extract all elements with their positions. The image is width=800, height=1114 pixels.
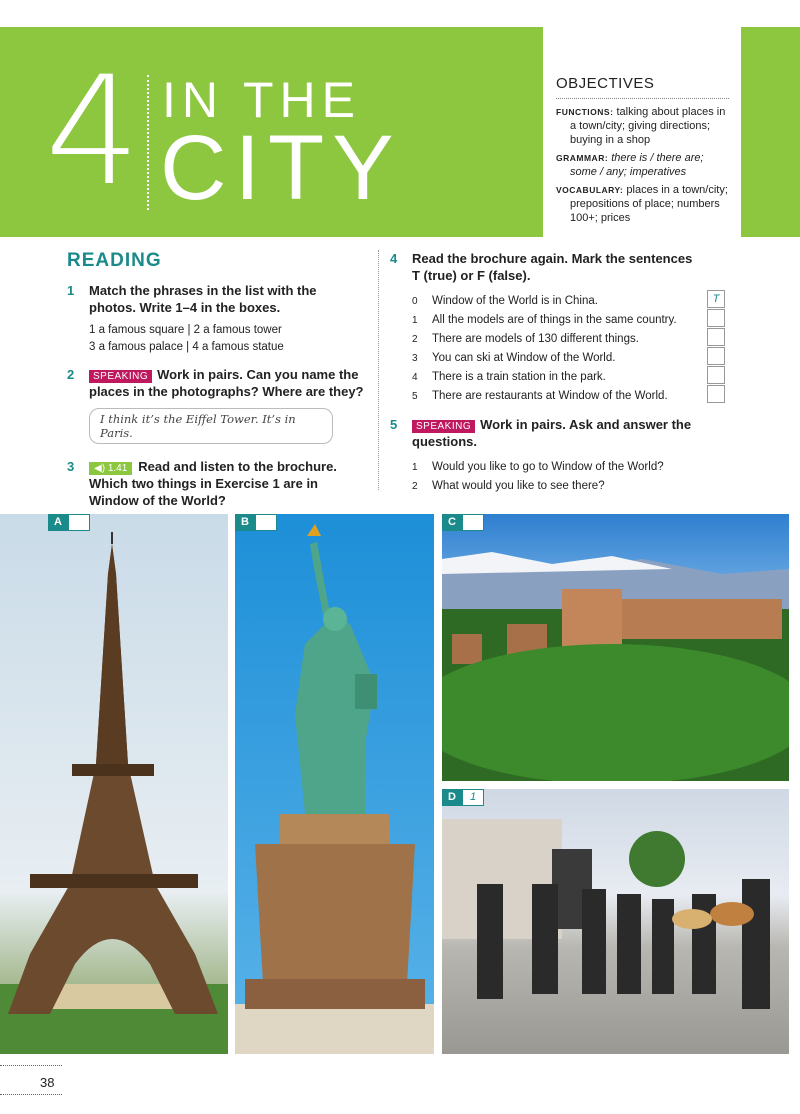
question-item: [412, 477, 730, 496]
reading-column: [67, 250, 367, 519]
exercise-number: 1: [67, 283, 75, 298]
statue-drawing: [235, 514, 434, 1054]
true-false-sentence: [412, 387, 730, 406]
page-number: 38: [40, 1075, 55, 1090]
unit-number: 4: [45, 45, 141, 219]
alhambra-drawing: [442, 514, 789, 781]
exercise-2-text: Work in pairs. Can you name the places in the photographs? Where are they?: [89, 367, 364, 399]
mariachi-drawing: [442, 789, 789, 1054]
true-false-answer-box[interactable]: [707, 328, 725, 346]
question-item: [412, 458, 730, 477]
eiffel-tower-drawing: [0, 514, 228, 1054]
objective-label: GRAMMAR:: [556, 153, 609, 163]
photo-letter: D: [442, 789, 462, 806]
objective-label: FUNCTIONS:: [556, 107, 614, 117]
true-false-sentence: [412, 292, 730, 311]
question-number: 2: [412, 481, 418, 492]
exercise-1-text: Match the phrases in the list with the photos. Write 1–4 in the boxes.: [89, 283, 317, 315]
reading-heading: READING: [67, 250, 162, 271]
objective-text: talking about places in a town/city; giving directions; buying in a shop: [570, 106, 726, 146]
photo-letter: A: [48, 514, 68, 531]
exercise-number: 2: [67, 367, 75, 382]
objectives-panel: [543, 27, 741, 237]
question-text: Would you like to go to Window of the World?: [432, 461, 664, 473]
objectives-heading: OBJECTIVES: [556, 75, 729, 99]
true-false-sentence: [412, 349, 730, 368]
exercise-2: [67, 366, 367, 400]
sentence-number: 3: [412, 353, 418, 364]
exercise-3: [67, 458, 367, 509]
audio-track-badge[interactable]: [89, 462, 132, 475]
sentence-number: 5: [412, 391, 418, 402]
true-false-answer-box[interactable]: [707, 385, 725, 403]
true-false-answer-box[interactable]: [707, 366, 725, 384]
question-list: [412, 458, 730, 496]
objective-grammar: [556, 151, 729, 179]
footer-rule: [0, 1094, 62, 1095]
photo-label-b: [235, 514, 277, 531]
sentence-text: There are models of 130 different things.: [432, 333, 639, 345]
sentence-number: 4: [412, 372, 418, 383]
speaking-badge: SPEAKING: [89, 370, 152, 383]
question-text: What would you like to see there?: [432, 480, 605, 492]
photo-letter: C: [442, 514, 462, 531]
objective-vocabulary: [556, 183, 729, 225]
photo-answer-box[interactable]: [462, 514, 484, 531]
photo-label-c: [442, 514, 484, 531]
unit-title-line1: IN THE: [162, 72, 361, 128]
exercise-1: [67, 282, 367, 356]
speaker-icon: ◀): [94, 463, 106, 474]
exercise-column: [390, 250, 730, 496]
photo-answer-box[interactable]: [68, 514, 90, 531]
exercise-4: [390, 250, 700, 284]
sentence-text: There are restaurants at Window of the World.: [432, 390, 668, 402]
photo-statue-of-liberty: [235, 514, 434, 1054]
phrase-list-line: 1 a famous square | 2 a famous tower: [89, 324, 282, 336]
exercise-number: 3: [67, 459, 75, 474]
sentence-number: 0: [412, 296, 418, 307]
sentence-text: All the models are of things in the same country.: [432, 314, 677, 326]
title-divider: [147, 75, 149, 210]
true-false-answer-box[interactable]: [707, 309, 725, 327]
photo-label-a: [48, 514, 90, 531]
exercise-3-text: Read and listen to the brochure. Which two things in Exercise 1 are in Window of the World?: [89, 459, 337, 508]
photo-mariachi-square: [442, 789, 789, 1054]
photo-eiffel-tower: [0, 514, 228, 1054]
sentence-text: There is a train station in the park.: [432, 371, 606, 383]
true-false-sentence: [412, 368, 730, 387]
exercise-number: 5: [390, 417, 398, 432]
exercise-number: 4: [390, 251, 398, 266]
objective-functions: [556, 105, 729, 147]
speech-bubble: I think it’s the Eiffel Tower. It’s in Paris.: [89, 408, 333, 444]
photo-letter: B: [235, 514, 255, 531]
exercise-4-text: Read the brochure again. Mark the sentences T (true) or F (false).: [412, 251, 693, 283]
unit-title-line2: CITY: [160, 117, 402, 219]
photo-answer-box[interactable]: 1: [462, 789, 484, 806]
true-false-answer-box[interactable]: T: [707, 290, 725, 308]
exercise-5: [390, 416, 700, 450]
true-false-answer-box[interactable]: [707, 347, 725, 365]
phrase-list: [89, 322, 367, 356]
speaking-badge: SPEAKING: [412, 420, 475, 433]
sentence-text: Window of the World is in China.: [432, 295, 598, 307]
footer-rule: [0, 1065, 62, 1066]
photo-alhambra: [442, 514, 789, 781]
true-false-list: [412, 292, 730, 406]
objective-text: there is / there are; some / any; imperatives: [570, 152, 704, 178]
phrase-list-line: 3 a famous palace | 4 a famous statue: [89, 341, 284, 353]
question-number: 1: [412, 462, 418, 473]
objective-label: VOCABULARY:: [556, 185, 624, 195]
photo-answer-box[interactable]: [255, 514, 277, 531]
true-false-sentence: [412, 330, 730, 349]
sentence-number: 2: [412, 334, 418, 345]
sentence-text: You can ski at Window of the World.: [432, 352, 616, 364]
objective-text: places in a town/city; prepositions of place; numbers 100+; prices: [570, 184, 728, 224]
true-false-sentence: [412, 311, 730, 330]
exercise-5-text: Work in pairs. Ask and answer the questions.: [412, 417, 692, 449]
audio-track-number: 1.41: [107, 463, 128, 474]
sentence-number: 1: [412, 315, 418, 326]
column-divider: [378, 250, 379, 490]
photo-label-d: [442, 789, 484, 806]
